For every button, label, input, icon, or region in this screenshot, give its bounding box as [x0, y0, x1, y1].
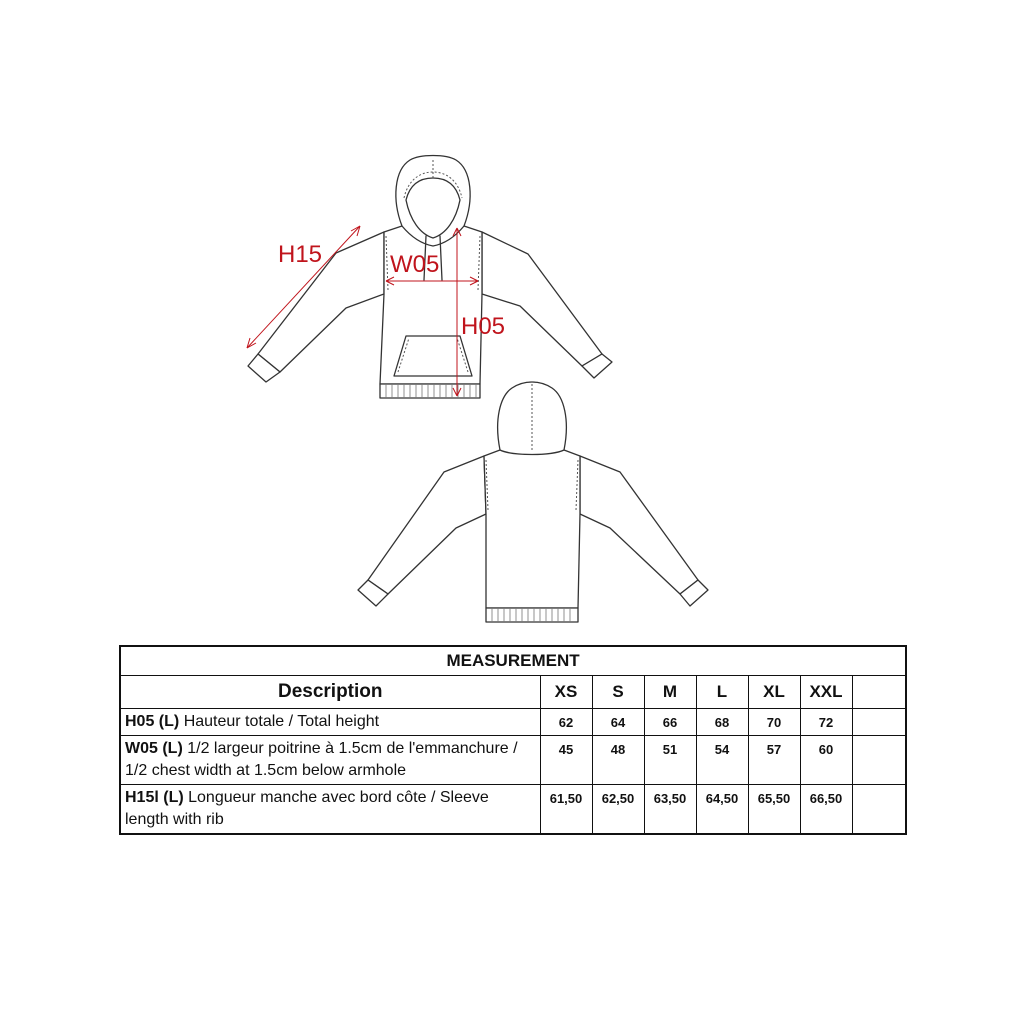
size-header-s: S: [592, 676, 644, 709]
row-value: 63,50: [644, 785, 696, 835]
chest-width-label: W05: [390, 251, 440, 278]
row-value: 54: [696, 736, 748, 785]
front-pocket: [394, 336, 472, 376]
row-value: 62: [540, 709, 592, 736]
size-header-xs: XS: [540, 676, 592, 709]
row-value: 64: [592, 709, 644, 736]
row-value: 57: [748, 736, 800, 785]
row-code: H05 (L): [125, 713, 180, 730]
empty-header-cell: [852, 676, 906, 709]
total-height-label: H05: [461, 313, 506, 340]
front-right-sleeve: [482, 232, 602, 366]
back-left-sleeve: [368, 456, 486, 594]
row-value: 66,50: [800, 785, 852, 835]
row-value: 68: [696, 709, 748, 736]
back-body: [484, 450, 580, 608]
row-value: 62,50: [592, 785, 644, 835]
empty-cell: [852, 785, 906, 835]
row-value: 45: [540, 736, 592, 785]
row-code: H15l (L): [125, 789, 184, 806]
row-value: 51: [644, 736, 696, 785]
size-header-l: L: [696, 676, 748, 709]
row-value: 60: [800, 736, 852, 785]
row-text: Hauteur totale / Total height: [183, 713, 380, 730]
row-value: 72: [800, 709, 852, 736]
table-header-row: [120, 676, 906, 709]
row-value: 66: [644, 709, 696, 736]
measurement-table: [119, 645, 907, 835]
table-row: [120, 785, 906, 835]
table-row: [120, 736, 906, 785]
description-header: Description: [120, 676, 540, 709]
row-text: 1/2 largeur poitrine à 1.5cm de l'emmanchure / 1/2 chest width at 1.5cm below armhole: [125, 740, 518, 779]
row-description: [120, 709, 540, 736]
size-header-m: M: [644, 676, 696, 709]
empty-cell: [852, 709, 906, 736]
row-code: W05 (L): [125, 740, 183, 757]
table-row: [120, 709, 906, 736]
hoodie-back-view: [358, 382, 708, 622]
front-hem-band: [380, 384, 480, 398]
row-text: Longueur manche avec bord côte / Sleeve length with rib: [125, 789, 489, 828]
empty-cell: [852, 736, 906, 785]
sleeve-length-label: H15: [278, 241, 323, 268]
table-title: MEASUREMENT: [120, 646, 906, 676]
size-header-xxl: XXL: [800, 676, 852, 709]
size-header-xl: XL: [748, 676, 800, 709]
row-description: [120, 785, 540, 835]
row-description: [120, 736, 540, 785]
row-value: 48: [592, 736, 644, 785]
row-value: 65,50: [748, 785, 800, 835]
row-value: 61,50: [540, 785, 592, 835]
row-value: 70: [748, 709, 800, 736]
back-right-sleeve: [580, 456, 698, 594]
row-value: 64,50: [696, 785, 748, 835]
